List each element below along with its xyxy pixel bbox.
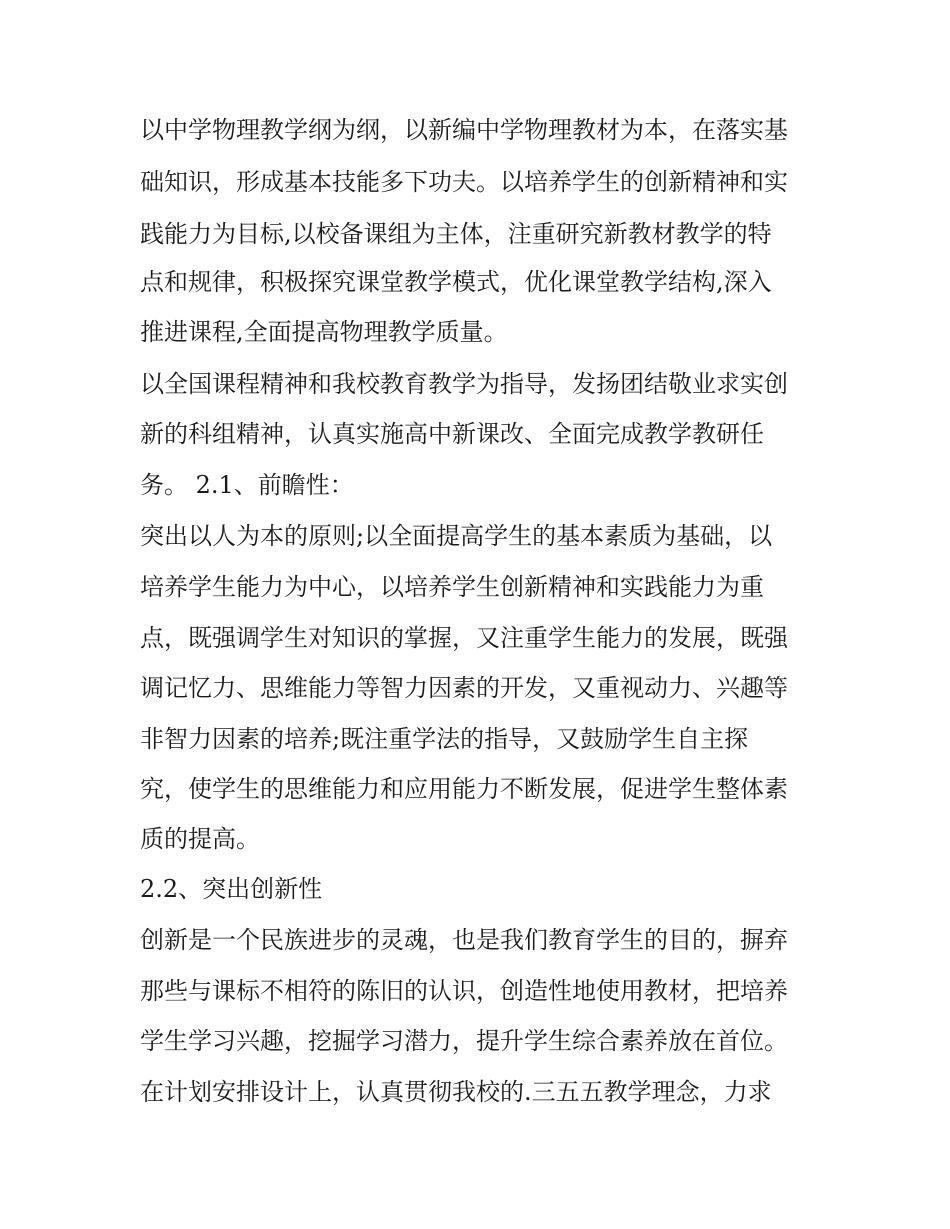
text-line: 学生学习兴趣，挖掘学习潜力，提升学生综合素养放在首位。 <box>140 1027 788 1055</box>
text-line: 点，既强调学生对知识的掌握，又注重学生能力的发展，既强 <box>140 624 788 652</box>
text-line: 创新是一个民族进步的灵魂，也是我们教育学生的目的，摒弃 <box>140 926 788 954</box>
text-line: 在计划安排设计上，认真贯彻我校的.三五五教学理念，力求 <box>140 1078 772 1106</box>
text-line: 质的提高。 <box>140 825 260 853</box>
text-line: 础知识，形成基本技能多下功夫。以培养学生的创新精神和实 <box>140 168 788 196</box>
text-line: 点和规律，积极探究课堂教学模式，优化课堂教学结构,深入 <box>140 268 772 296</box>
text-line: 非智力因素的培养;既注重学法的指导，又鼓励学生自主探 <box>140 725 749 753</box>
text-line: 以中学物理教学纲为纲，以新编中学物理教材为本，在落实基 <box>140 116 788 144</box>
text-line: 突出以人为本的原则;以全面提高学生的基本素质为基础，以 <box>140 522 773 550</box>
text-line: 调记忆力、思维能力等智力因素的开发，又重视动力、兴趣等 <box>140 674 788 702</box>
text-line: 那些与课标不相符的陈旧的认识，创造性地使用教材，把培养 <box>140 977 788 1005</box>
text-line: 践能力为目标,以校备课组为主体，注重研究新教材教学的特 <box>140 220 772 248</box>
text-line: 新的科组精神，认真实施高中新课改、全面完成教学教研任 <box>140 420 764 448</box>
text-line: 推进课程,全面提高物理教学质量。 <box>140 318 508 346</box>
text-line: 培养学生能力为中心，以培养学生创新精神和实践能力为重 <box>140 573 764 601</box>
text-line: 务。 2.1、前瞻性： <box>140 471 354 499</box>
text-line: 究，使学生的思维能力和应用能力不断发展，促进学生整体素 <box>140 775 788 803</box>
text-line: 以全国课程精神和我校教育教学为指导，发扬团结敬业求实创 <box>140 370 788 398</box>
text-line: 2.2、突出创新性 <box>140 875 323 903</box>
